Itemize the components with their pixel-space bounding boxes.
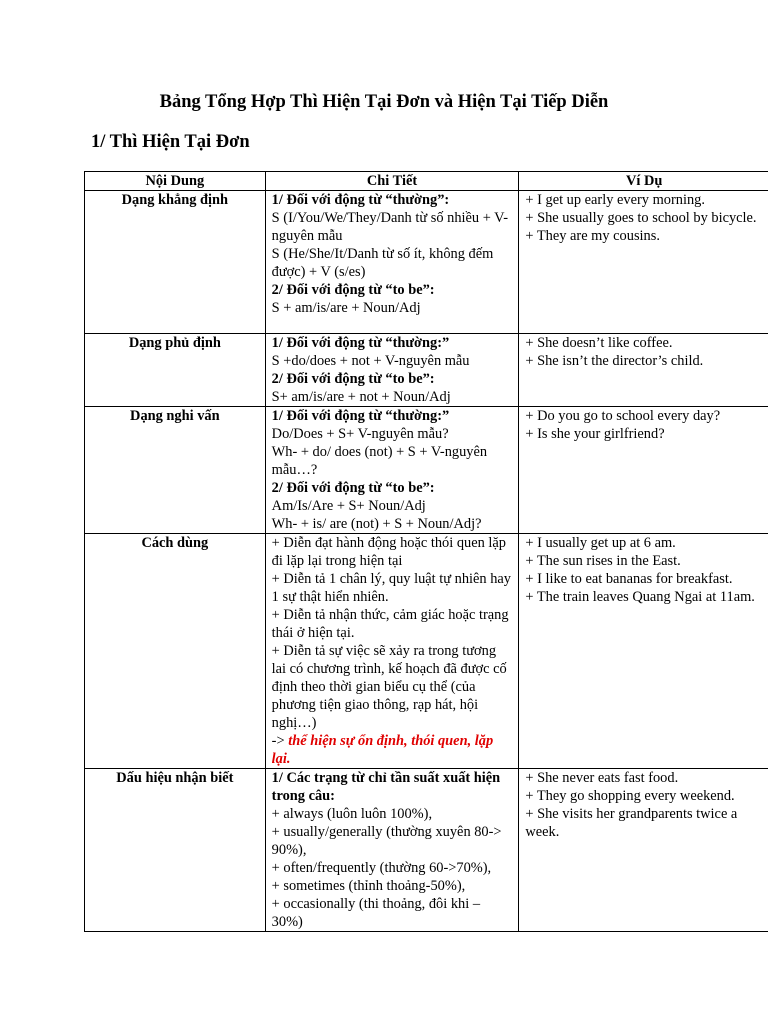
example-line: + She visits her grandparents twice a week. (525, 806, 738, 840)
example-line: + The train leaves Quang Ngai at 11am. (525, 589, 755, 605)
detail-line: + always (luôn luôn 100%), (271, 806, 433, 822)
example-line: + I like to eat bananas for breakfast. (525, 571, 733, 587)
example-line: + She never eats fast food. (525, 770, 679, 786)
detail-line: 2/ Đối với động từ “to be”: (271, 371, 435, 387)
detail-line: + Diễn tả sự việc sẽ xảy ra trong tương lai có chương trình, kế hoạch đã được cố định theo thời gian biểu cụ thể (của phương tiện giao thông, rạp hát, hội nghị…) (271, 643, 507, 731)
row-topic: Cách dùng (85, 534, 266, 769)
table-row-usage (85, 534, 768, 769)
detail-line: S (I/You/We/They/Danh từ số nhiều + V-nguyên mẫu (271, 210, 509, 244)
row-examples (519, 769, 768, 932)
example-line: + The sun rises in the East. (525, 553, 681, 569)
detail-line: + occasionally (thi thoảng, đôi khi – 30%) (271, 896, 481, 930)
detail-line: + Diễn tả 1 chân lý, quy luật tự nhiên hay 1 sự thật hiển nhiên. (271, 571, 511, 605)
usage-summary (272, 732, 513, 768)
page-title: Bảng Tổng Hợp Thì Hiện Tại Đơn và Hiện Tại Tiếp Diễn (159, 92, 609, 112)
row-topic: Dạng nghi vấn (85, 407, 266, 534)
detail-line: S (He/She/It/Danh từ số ít, không đếm được) + V (s/es) (271, 246, 494, 280)
example-line: + She usually goes to school by bicycle. (525, 210, 757, 226)
detail-line: + Diễn tả nhận thức, cảm giác hoặc trạng thái ở hiện tại. (271, 607, 509, 641)
example-line: + They go shopping every weekend. (525, 788, 735, 804)
table-row-interrogative (85, 407, 768, 534)
detail-line: Do/Does + S+ V-nguyên mẫu? (271, 426, 449, 442)
detail-line: 2/ Đối với động từ “to be”: (271, 480, 435, 496)
column-header-detail: Chi Tiết (265, 172, 519, 191)
row-details (265, 769, 519, 932)
row-topic: Dạng khẳng định (85, 191, 266, 334)
column-header-content: Nội Dung (85, 172, 266, 191)
detail-line: S+ am/is/are + not + Noun/Adj (271, 389, 451, 405)
detail-line: S + am/is/are + Noun/Adj (271, 300, 421, 316)
detail-line: Wh- + is/ are (not) + S + Noun/Adj? (271, 516, 482, 532)
table-header-row (85, 172, 768, 191)
detail-line: Am/Is/Are + S+ Noun/Adj (271, 498, 426, 514)
detail-line: 1/ Đối với động từ “thường:” (271, 408, 450, 424)
row-details (265, 334, 519, 407)
example-line: + Is she your girlfriend? (525, 426, 665, 442)
row-details (265, 534, 519, 769)
detail-line: + sometimes (thỉnh thoảng-50%), (271, 878, 466, 894)
detail-line: Wh- + do/ does (not) + S + V-nguyên mẫu…? (271, 444, 488, 478)
row-details (265, 191, 519, 334)
detail-line: 2/ Đối với động từ “to be”: (271, 282, 435, 298)
detail-line: 1/ Các trạng từ chỉ tần suất xuất hiện trong câu: (271, 770, 501, 804)
example-line: + She doesn’t like coffee. (525, 335, 673, 351)
detail-line: 1/ Đối với động từ “thường”: (271, 192, 450, 208)
column-header-example: Ví Dụ (519, 172, 768, 191)
example-line: + I usually get up at 6 am. (525, 535, 676, 551)
row-examples (519, 534, 768, 769)
section-heading: 1/ Thì Hiện Tại Đơn (91, 132, 250, 152)
row-examples (519, 407, 768, 534)
summary-highlight: thể hiện sự ổn định, thói quen, lặp lại. (271, 733, 494, 767)
detail-line: + often/frequently (thường 60->70%), (271, 860, 492, 876)
table-row-affirmative (85, 191, 768, 334)
example-line: + She isn’t the director’s child. (525, 353, 704, 369)
example-line: + Do you go to school every day? (525, 408, 721, 424)
row-topic: Dạng phủ định (85, 334, 266, 407)
detail-line: 1/ Đối với động từ “thường:” (271, 335, 450, 351)
table-row-signs (85, 769, 768, 932)
row-details (265, 407, 519, 534)
example-line: + They are my cousins. (525, 228, 660, 244)
detail-line: + usually/generally (thường xuyên 80-> 90%), (271, 824, 502, 858)
example-line: + I get up early every morning. (525, 192, 705, 208)
row-topic: Dấu hiệu nhận biết (85, 769, 266, 932)
row-examples (519, 334, 768, 407)
detail-line: + Diễn đạt hành động hoặc thói quen lặp đi lặp lại trong hiện tại (271, 535, 506, 569)
table-row-negative (85, 334, 768, 407)
detail-line: S +do/does + not + V-nguyên mẫu (271, 353, 470, 369)
summary-arrow: -> (271, 733, 285, 749)
grammar-table (84, 171, 768, 932)
row-examples (519, 191, 768, 334)
